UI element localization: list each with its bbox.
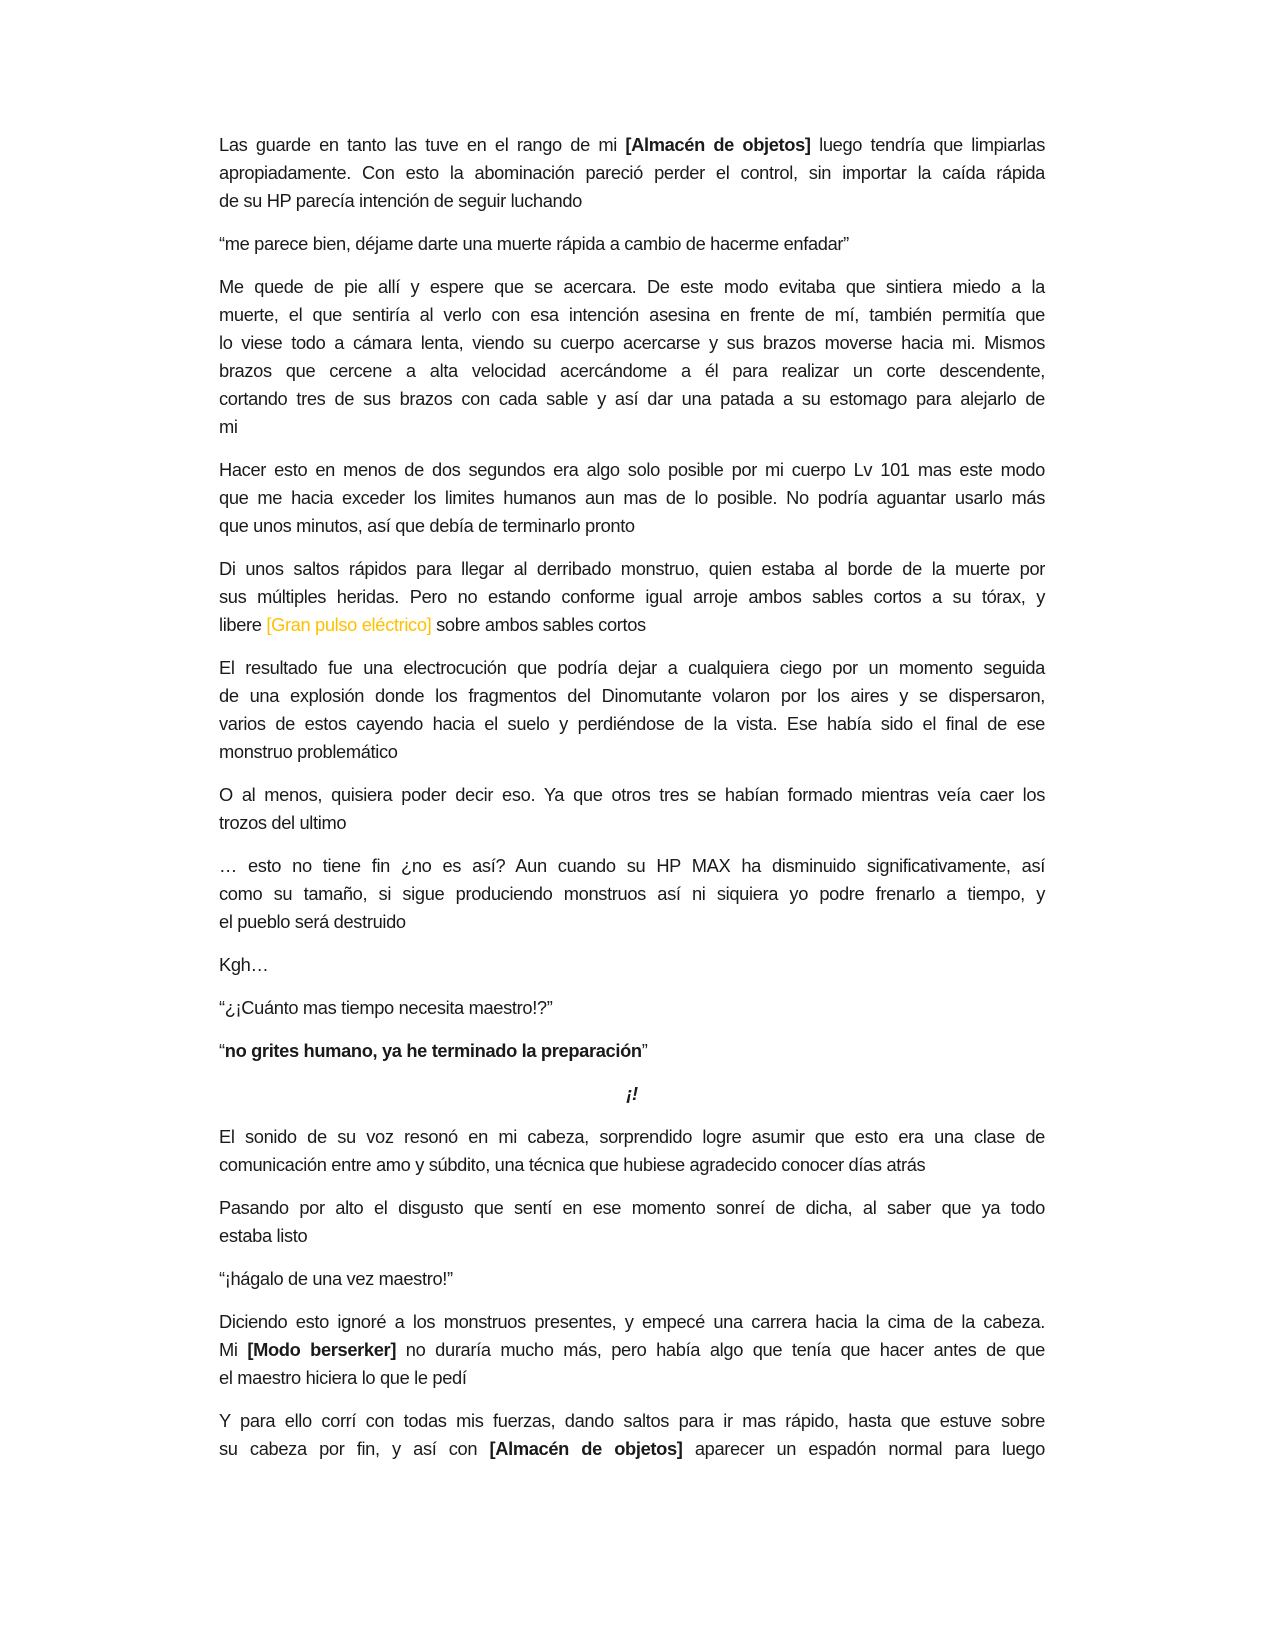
text-segment: ¡! bbox=[626, 1083, 638, 1104]
text-segment: sobre ambos sables cortos bbox=[431, 614, 646, 635]
text-line bbox=[219, 329, 1045, 357]
paragraph bbox=[219, 994, 1045, 1022]
paragraph bbox=[219, 951, 1045, 979]
text-segment: comunicación entre amo y súbdito, una técnica que hubiese agradecido conocer días atrás bbox=[219, 1154, 926, 1175]
paragraph bbox=[219, 1407, 1045, 1463]
text-segment: cortando tres de sus brazos con cada sable y así dar una patada a su estomago para alejarlo de bbox=[219, 388, 1045, 409]
text-segment: Pasando por alto el disgusto que sentí en ese momento sonreí de dicha, al saber que ya todo bbox=[219, 1197, 1045, 1218]
text-line bbox=[219, 1435, 1045, 1463]
paragraph bbox=[219, 456, 1045, 540]
text-line bbox=[219, 1407, 1045, 1435]
text-segment: libere bbox=[219, 614, 267, 635]
bold-term: [Modo berserker] bbox=[247, 1339, 397, 1360]
text-line bbox=[219, 1123, 1045, 1151]
text-line bbox=[219, 456, 1045, 484]
text-segment: Hacer esto en menos de dos segundos era algo solo posible por mi cuerpo Lv 101 mas este modo bbox=[219, 459, 1045, 480]
text-line bbox=[219, 1336, 1045, 1364]
text-line bbox=[219, 1265, 1045, 1293]
bold-term: [Almacén de objetos] bbox=[625, 134, 811, 155]
text-segment: mi bbox=[219, 416, 238, 437]
text-line bbox=[219, 1151, 1045, 1179]
paragraph bbox=[219, 852, 1045, 936]
text-segment: “me parece bien, déjame darte una muerte rápida a cambio de hacerme enfadar” bbox=[219, 233, 849, 254]
text-line bbox=[219, 1308, 1045, 1336]
text-segment: el maestro hiciera lo que le pedí bbox=[219, 1367, 467, 1388]
text-line bbox=[219, 880, 1045, 908]
text-line bbox=[219, 994, 1045, 1022]
paragraph bbox=[219, 1037, 1045, 1065]
paragraph bbox=[219, 654, 1045, 766]
bold-term: [Almacén de objetos] bbox=[489, 1438, 683, 1459]
scene-break bbox=[219, 1080, 1045, 1108]
text-line bbox=[219, 1194, 1045, 1222]
text-line bbox=[219, 1037, 1045, 1065]
text-segment: “¡hágalo de una vez maestro!” bbox=[219, 1268, 453, 1289]
text-segment: Di unos saltos rápidos para llegar al derribado monstruo, quien estaba al borde de la muerte por bbox=[219, 558, 1045, 579]
text-line bbox=[219, 413, 1045, 441]
text-segment: El resultado fue una electrocución que podría dejar a cualquiera ciego por un momento seguida bbox=[219, 657, 1045, 678]
text-segment: varios de estos cayendo hacia el suelo y perdiéndose de la vista. Ese había sido el final de ese bbox=[219, 713, 1045, 734]
text-segment: “ bbox=[219, 1040, 225, 1061]
text-segment: … esto no tiene fin ¿no es así? Aun cuando su HP MAX ha disminuido significativamente, así bbox=[219, 855, 1045, 876]
text-segment: muerte, el que sentiría al verlo con esa intención asesina en frente de mí, también permitía que bbox=[219, 304, 1045, 325]
text-segment: luego tendría que limpiarlas bbox=[810, 134, 1045, 155]
text-line bbox=[219, 654, 1045, 682]
document-page bbox=[219, 131, 1045, 1478]
text-line bbox=[219, 583, 1045, 611]
text-segment: Kgh… bbox=[219, 954, 269, 975]
paragraph bbox=[219, 1194, 1045, 1250]
text-line bbox=[219, 738, 1045, 766]
text-segment: brazos que cercene a alta velocidad acercándome a él para realizar un corte descendente, bbox=[219, 360, 1045, 381]
text-line bbox=[219, 512, 1045, 540]
text-line bbox=[219, 611, 1045, 639]
text-line bbox=[219, 710, 1045, 738]
paragraph bbox=[219, 1308, 1045, 1392]
text-segment: monstruo problemático bbox=[219, 741, 398, 762]
text-line bbox=[219, 951, 1045, 979]
text-line bbox=[219, 682, 1045, 710]
text-segment: de una explosión donde los fragmentos del Dinomutante volaron por los aires y se dispersaron, bbox=[219, 685, 1045, 706]
text-segment: apropiadamente. Con esto la abominación pareció perder el control, sin importar la caída rápida bbox=[219, 162, 1045, 183]
text-line bbox=[219, 809, 1045, 837]
paragraph bbox=[219, 781, 1045, 837]
text-line bbox=[219, 555, 1045, 583]
text-segment: su cabeza por fin, y así con bbox=[219, 1438, 490, 1459]
text-line bbox=[219, 1222, 1045, 1250]
text-segment: que me hacia exceder los limites humanos aun mas de lo posible. No podría aguantar usarlo más bbox=[219, 487, 1045, 508]
text-segment: estaba listo bbox=[219, 1225, 308, 1246]
paragraph bbox=[219, 555, 1045, 639]
text-segment: Y para ello corrí con todas mis fuerzas, dando saltos para ir mas rápido, hasta que estuve sobre bbox=[219, 1410, 1045, 1431]
paragraph bbox=[219, 1265, 1045, 1293]
text-segment: lo viese todo a cámara lenta, viendo su cuerpo acercarse y sus brazos moverse hacia mi. Mismos bbox=[219, 332, 1045, 353]
text-line bbox=[219, 273, 1045, 301]
text-line bbox=[219, 1080, 1045, 1108]
text-line bbox=[219, 357, 1045, 385]
text-line bbox=[219, 159, 1045, 187]
bold-term: no grites humano, ya he terminado la preparación bbox=[224, 1040, 642, 1061]
text-segment: sus múltiples heridas. Pero no estando conforme igual arroje ambos sables cortos a su tórax, y bbox=[219, 586, 1045, 607]
text-segment: O al menos, quisiera poder decir eso. Ya que otros tres se habían formado mientras veía caer los bbox=[219, 784, 1045, 805]
text-segment: trozos del ultimo bbox=[219, 812, 347, 833]
text-line bbox=[219, 187, 1045, 215]
text-line bbox=[219, 230, 1045, 258]
text-segment: aparecer un espadón normal para luego bbox=[682, 1438, 1045, 1459]
text-line bbox=[219, 301, 1045, 329]
text-line bbox=[219, 781, 1045, 809]
text-segment: El sonido de su voz resonó en mi cabeza, sorprendido logre asumir que esto era una clase de bbox=[219, 1126, 1045, 1147]
paragraph bbox=[219, 1123, 1045, 1179]
text-line bbox=[219, 852, 1045, 880]
text-line bbox=[219, 484, 1045, 512]
text-segment: ” bbox=[641, 1040, 648, 1061]
text-segment: Mi bbox=[219, 1339, 248, 1360]
text-line bbox=[219, 1364, 1045, 1392]
text-segment: el pueblo será destruido bbox=[219, 911, 406, 932]
paragraph bbox=[219, 230, 1045, 258]
text-segment: Las guarde en tanto las tuve en el rango de mi bbox=[219, 134, 626, 155]
text-line bbox=[219, 385, 1045, 413]
text-segment: que unos minutos, así que debía de terminarlo pronto bbox=[219, 515, 635, 536]
text-segment: “¿¡Cuánto mas tiempo necesita maestro!?” bbox=[219, 997, 553, 1018]
text-line bbox=[219, 131, 1045, 159]
paragraph bbox=[219, 273, 1045, 441]
highlighted-skill: [Gran pulso eléctrico] bbox=[266, 614, 432, 635]
text-segment: de su HP parecía intención de seguir luchando bbox=[219, 190, 582, 211]
text-line bbox=[219, 908, 1045, 936]
text-segment: Me quede de pie allí y espere que se acercara. De este modo evitaba que sintiera miedo a la bbox=[219, 276, 1045, 297]
text-segment: Diciendo esto ignoré a los monstruos presentes, y empecé una carrera hacia la cima de la cabeza. bbox=[219, 1311, 1045, 1332]
text-segment: como su tamaño, si sigue produciendo monstruos así ni siquiera yo podre frenarlo a tiempo, y bbox=[219, 883, 1045, 904]
text-segment: no duraría mucho más, pero había algo que tenía que hacer antes de que bbox=[396, 1339, 1045, 1360]
paragraph bbox=[219, 131, 1045, 215]
